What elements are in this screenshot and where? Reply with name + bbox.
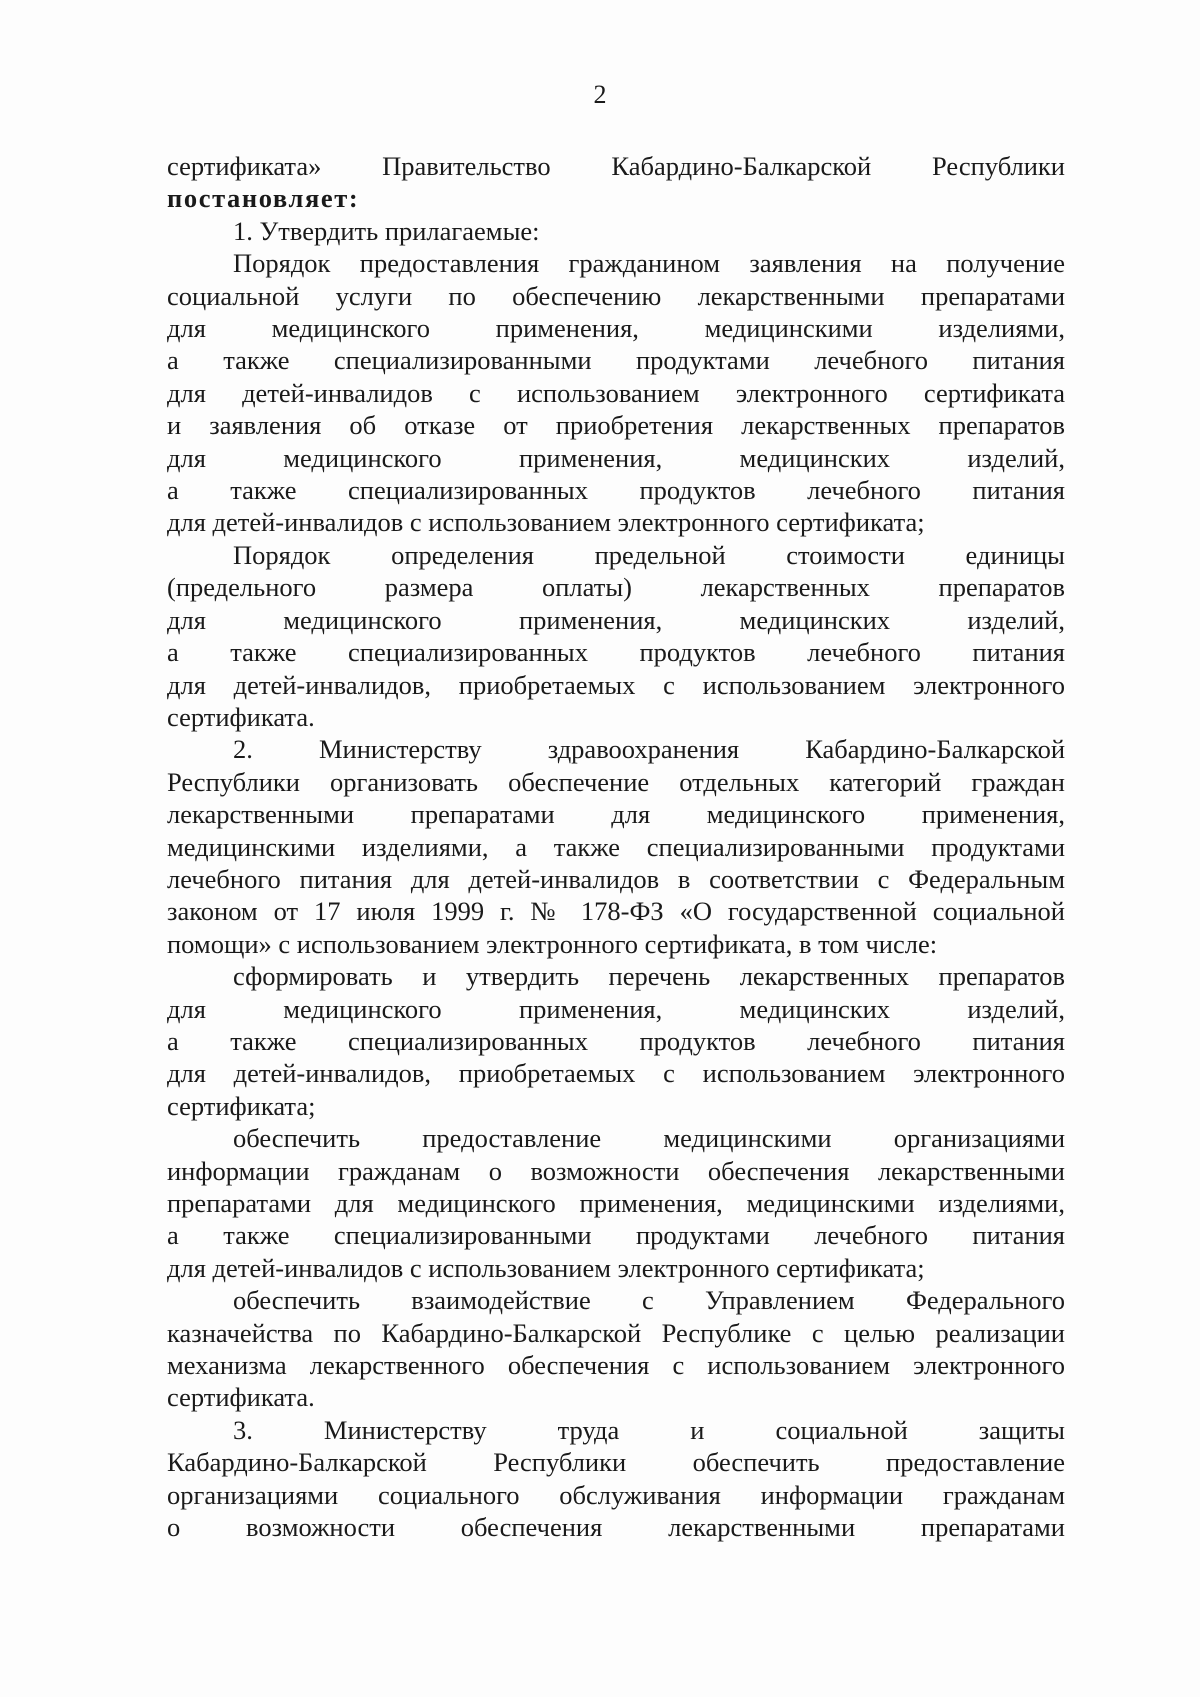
- text-line: помощи» с использованием электронного сертификата, в том числе:: [167, 928, 938, 959]
- text-line: организациями социального обслуживания информации гражданам: [167, 1479, 1065, 1510]
- text-line: сертификата» Правительство Кабардино-Балкарской Республики: [167, 151, 1065, 181]
- document-body: [167, 150, 1065, 1543]
- text-line: а также специализированных продуктов лечебного питания: [167, 1025, 1065, 1056]
- text-line: медицинскими изделиями, а также специализированными продуктами: [167, 831, 1065, 862]
- text-line: для медицинского применения, медицинских изделий,: [167, 604, 1065, 635]
- text-line: для медицинского применения, медицинских изделий,: [167, 442, 1065, 473]
- text-line: и заявления об отказе от приобретения лекарственных препаратов: [167, 410, 1065, 441]
- text-line: о возможности обеспечения лекарственными препаратами: [167, 1512, 1065, 1543]
- text-line: лечебного питания для детей-инвалидов в соответствии с Федеральным: [167, 863, 1065, 894]
- text-line: для медицинского применения, медицинскими изделиями,: [167, 313, 1065, 344]
- text-line: сертификата;: [167, 1090, 316, 1121]
- text-line: для детей-инвалидов с использованием электронного сертификата;: [167, 1252, 925, 1283]
- text-line: 2. Министерству здравоохранения Кабардино-Балкарской: [233, 734, 1065, 765]
- text-line: механизма лекарственного обеспечения с использованием электронного: [167, 1350, 1065, 1381]
- text-line: лекарственными препаратами для медицинского применения,: [167, 799, 1065, 830]
- text-line: а также специализированными продуктами лечебного питания: [167, 345, 1065, 376]
- text-line: обеспечить взаимодействие с Управлением Федерального: [233, 1285, 1065, 1316]
- text-line: Кабардино-Балкарской Республики обеспечить предоставление: [167, 1447, 1065, 1478]
- text-line: казначейства по Кабардино-Балкарской Республике с целью реализации: [167, 1317, 1065, 1348]
- text-line: для детей-инвалидов с использованием электронного сертификата;: [167, 507, 925, 538]
- text-line: сформировать и утвердить перечень лекарственных препаратов: [233, 961, 1065, 992]
- text-line: информации гражданам о возможности обеспечения лекарственными: [167, 1155, 1065, 1186]
- text-line: Порядок определения предельной стоимости единицы: [233, 539, 1065, 570]
- text-line: сертификата.: [167, 701, 315, 732]
- text-line: Порядок предоставления гражданином заявления на получение: [233, 248, 1065, 279]
- text-line: 3. Министерству труда и социальной защиты: [233, 1414, 1065, 1445]
- text-line: для медицинского применения, медицинских изделий,: [167, 993, 1065, 1024]
- text-line: а также специализированных продуктов лечебного питания: [167, 475, 1065, 506]
- text-line: а также специализированными продуктами лечебного питания: [167, 1220, 1065, 1251]
- text-line: для детей-инвалидов, приобретаемых с использованием электронного: [167, 1058, 1065, 1089]
- text-line: Республики организовать обеспечение отдельных категорий граждан: [167, 766, 1065, 797]
- text-line: социальной услуги по обеспечению лекарственными препаратами: [167, 280, 1065, 311]
- text-line: для детей-инвалидов, приобретаемых с использованием электронного: [167, 669, 1065, 700]
- text-line: препаратами для медицинского применения, медицинскими изделиями,: [167, 1188, 1065, 1218]
- page-number: 2: [593, 80, 607, 109]
- text-line: постановляет:: [167, 183, 360, 214]
- text-line: (предельного размера оплаты) лекарственных препаратов: [167, 572, 1065, 603]
- text-line: 1. Утвердить прилагаемые:: [233, 215, 540, 246]
- text-line: законом от 17 июля 1999 г. № 178-ФЗ «О государственной социальной: [167, 896, 1065, 927]
- text-line: сертификата.: [167, 1382, 315, 1413]
- text-line: а также специализированных продуктов лечебного питания: [167, 637, 1065, 668]
- text-line: для детей-инвалидов с использованием электронного сертификата: [167, 377, 1065, 408]
- text-line: обеспечить предоставление медицинскими организациями: [233, 1123, 1065, 1154]
